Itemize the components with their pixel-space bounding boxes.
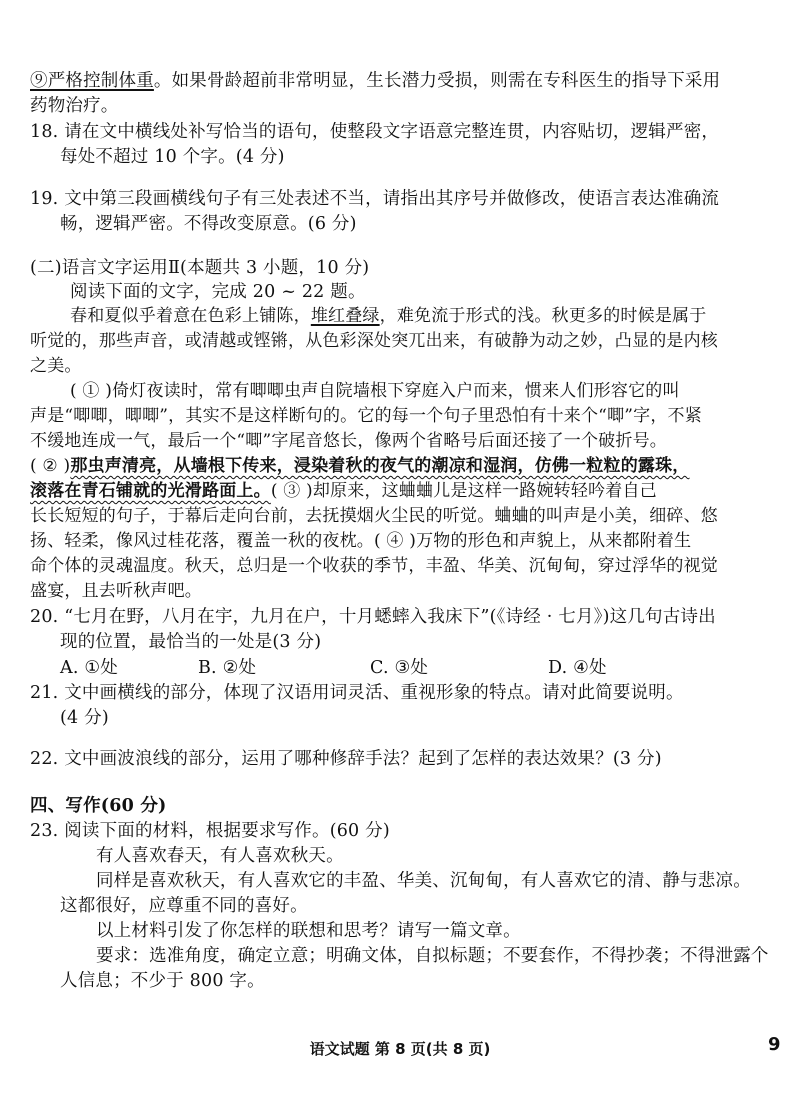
- wavy-underlined-text: 滚落在青石铺就的光滑路面上。: [30, 481, 271, 501]
- passage-line-4: ( ① )倚灯夜读时，常有唧唧虫声自院墙根下穿庭入户而来，惯来人们形容它的叫: [70, 381, 680, 401]
- wavy-underlined-text: 那虫声清亮，从墙根下传来，浸染着秋的夜气的潮凉和湿润，仿佛一粒粒的露珠，: [70, 456, 690, 476]
- passage-line-7: [30, 455, 690, 477]
- part-2-intro: 阅读下面的文字，完成 20 ~ 22 题。: [70, 282, 366, 302]
- passage-line-12: 盛宴，且去听秋声吧。: [30, 581, 202, 601]
- q23-material-4: 以上材料引发了你怎样的联想和思考？请写一篇文章。: [96, 921, 521, 941]
- q23-requirement-1: 要求：选准角度，确定立意；明确文体，自拟标题；不要套作，不得抄袭；不得泄露个: [96, 946, 769, 966]
- q23-material-1: 有人喜欢春天，有人喜欢秋天。: [96, 846, 344, 866]
- page-number-mark: 9: [768, 1034, 781, 1055]
- underlined-phrase: 堆红叠绿: [310, 306, 380, 326]
- q23-requirement-2: 人信息；不少于 800 字。: [60, 971, 265, 991]
- q23-material-3: 这都很好，应尊重不同的喜好。: [60, 896, 308, 916]
- passage-line-11: 命个体的灵魂温度。秋天，总归是一个收获的季节，丰盈、华美、沉甸甸，穿过浮华的视觉: [30, 556, 718, 576]
- passage-line-1: [70, 305, 706, 327]
- passage-line-9: 长长短短的句子，于幕后走向台前，去抚摸烟火尘民的听觉。蛐蛐的叫声是小美，细碎、悠: [30, 506, 718, 526]
- option-a: A. ①处: [60, 658, 118, 678]
- passage-line-10: 扬、轻柔，像风过桂花落，覆盖一秋的夜枕。( ④ )万物的形色和声貌上，从来都附着生: [30, 531, 692, 551]
- passage-line-5: 声是“唧唧，唧唧”，其实不是这样断句的。它的每一个句子里恐怕有十来个“唧”字，不紧: [30, 406, 702, 426]
- passage-text: ( ③ )却原来，这蛐蛐儿是这样一路婉转轻吟着自己: [270, 481, 657, 501]
- page-footer: 语文试题 第 8 页(共 8 页): [309, 1040, 491, 1058]
- passage-text: ，难免流于形式的浅。秋更多的时候是属于: [379, 306, 707, 326]
- option-c: C. ③处: [370, 658, 429, 678]
- section-9-text: 。如果骨龄超前非常明显，生长潜力受损，则需在专科医生的指导下采用: [153, 71, 721, 91]
- passage-line-8: [30, 480, 657, 502]
- passage-text: 春和夏似乎着意在色彩上铺陈，: [70, 306, 311, 326]
- section-9-line-1: [30, 70, 720, 92]
- q19-line-1: 19. 文中第三段画横线句子有三处表述不当，请指出其序号并做修改，使语言表达准确流: [30, 189, 720, 209]
- q18-line-1: 18. 请在文中横线处补写恰当的语句，使整段文字语意完整连贯，内容贴切，逻辑严密，: [30, 122, 720, 142]
- passage-line-2: 听觉的，那些声音，或清越或铿锵，从色彩深处突兀出来，有破静为动之妙，凸显的是内核: [30, 331, 718, 351]
- part-2-heading: (二)语言文字运用Ⅱ(本题共 3 小题，10 分): [30, 258, 370, 278]
- part-4-heading: 四、写作(60 分): [30, 796, 167, 816]
- blank-2: ( ② ): [30, 456, 71, 476]
- q21-line-2: (4 分): [60, 708, 109, 728]
- q18-line-2: 每处不超过 10 个字。(4 分): [60, 147, 285, 167]
- q23-line-1: 23. 阅读下面的材料，根据要求写作。(60 分): [30, 821, 390, 841]
- q20-line-2: 现的位置，最恰当的一处是(3 分): [60, 632, 322, 652]
- section-9-label: ⑨严格控制体重: [30, 71, 154, 91]
- passage-line-3: 之美。: [30, 356, 82, 376]
- passage-line-6: 不缓地连成一气，最后一个“唧”字尾音悠长，像两个省略号后面还接了一个破折号。: [30, 431, 667, 451]
- q20-line-1: 20. “七月在野，八月在宇，九月在户，十月蟋蟀入我床下”(《诗经 · 七月》)这几句古诗出: [30, 607, 716, 627]
- section-9-line-2: 药物治疗。: [30, 96, 119, 116]
- q19-line-2: 畅，逻辑严密。不得改变原意。(6 分): [60, 214, 357, 234]
- option-b: B. ②处: [198, 658, 257, 678]
- option-d: D. ④处: [548, 658, 607, 678]
- q22-line-1: 22. 文中画波浪线的部分，运用了哪种修辞手法？起到了怎样的表达效果？(3 分): [30, 749, 662, 769]
- q23-material-2: 同样是喜欢秋天，有人喜欢它的丰盈、华美、沉甸甸，有人喜欢它的清、静与悲凉。: [96, 871, 751, 891]
- q21-line-1: 21. 文中画横线的部分，体现了汉语用词灵活、重视形象的特点。请对此简要说明。: [30, 683, 684, 703]
